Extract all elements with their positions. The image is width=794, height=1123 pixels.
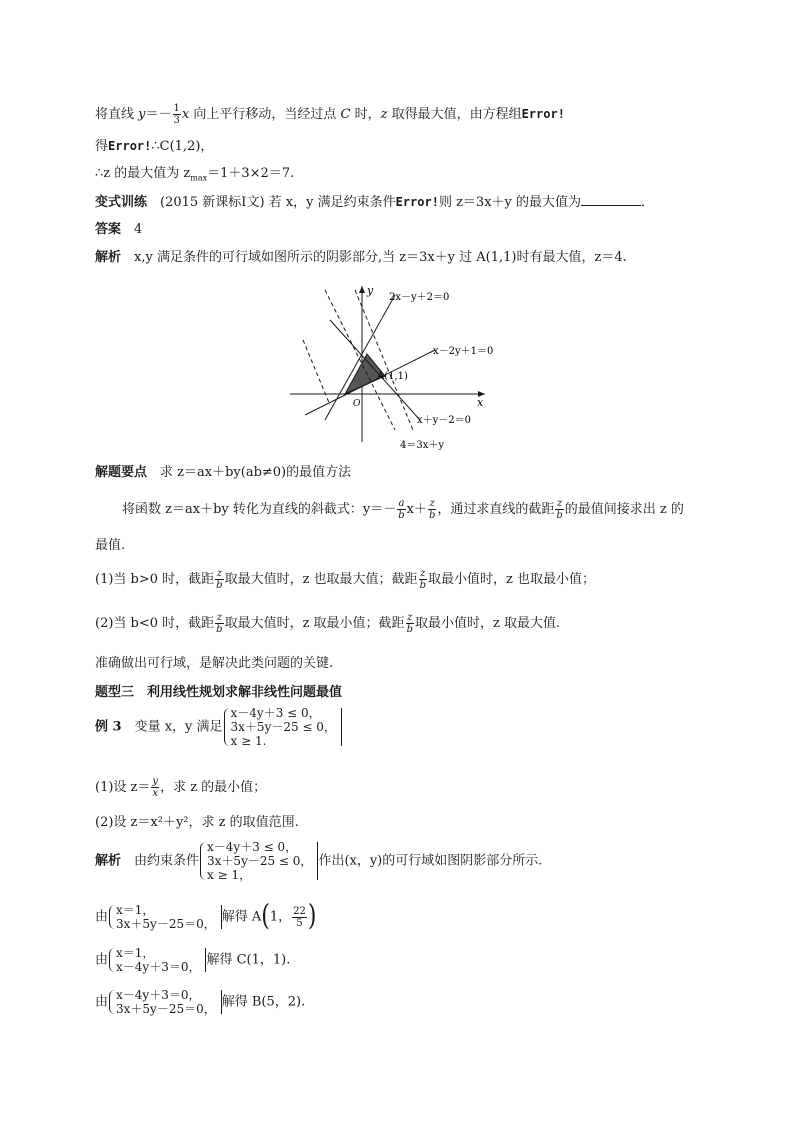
paren-open: ( — [261, 900, 270, 933]
paragraph-line-1 — [95, 103, 565, 126]
line-x+y-2 — [330, 320, 420, 420]
fraction — [151, 776, 159, 799]
text: 由约束条件 — [121, 853, 200, 869]
text: ． — [641, 195, 655, 210]
text: ＝－ — [145, 107, 172, 122]
origin-label: O — [353, 399, 361, 409]
subscript: max — [190, 173, 208, 183]
fraction — [406, 612, 414, 635]
fraction — [215, 568, 223, 591]
text: 得 — [95, 139, 109, 154]
text: 最值. — [95, 538, 126, 553]
system-row: x ≥ 1. — [230, 734, 267, 748]
paragraph-line-14 — [95, 706, 342, 748]
line-label-4: 4＝3x＋y — [400, 440, 445, 450]
text: 向上平行移动，当经过点 — [189, 107, 341, 122]
text: 变量 x，y 满足 — [121, 719, 223, 735]
system-row: x－4y＋3＝0， — [116, 988, 201, 1002]
text: ∴z 的最大值为 z — [95, 166, 191, 181]
system-row: x－4y＋3 ≤ 0， — [207, 840, 298, 854]
system-row: 3x＋5y－25 ≤ 0， — [207, 854, 313, 868]
fraction — [173, 103, 181, 126]
text: 由 — [95, 952, 109, 968]
system-row: x ≥ 1， — [207, 868, 252, 882]
text: 将函数 z＝ax＋by 转化为直线的斜截式：y＝－ — [122, 502, 397, 517]
fraction — [292, 906, 307, 929]
system-row: 3x＋5y－25＝0， — [116, 917, 216, 931]
numerator: z — [216, 612, 223, 623]
denominator: 5 — [296, 917, 303, 929]
x-label: x — [477, 396, 484, 409]
dashed-line-3 — [303, 340, 330, 405]
numerator: z — [429, 498, 435, 509]
answer-value: 4 — [121, 222, 143, 237]
numerator: z — [407, 612, 413, 623]
fraction — [428, 498, 436, 521]
numerator: 22 — [293, 905, 306, 917]
text: 解得 C(1，1). — [206, 952, 291, 968]
var-c: C — [340, 107, 351, 122]
text: ，求 z 的最小值； — [160, 780, 267, 795]
text: 由 — [95, 909, 109, 925]
paragraph-line-11 — [95, 612, 560, 635]
error-text: Error! — [108, 139, 152, 153]
paragraph-line-13 — [95, 684, 342, 702]
example-label: 例 3 — [95, 719, 122, 735]
numerator: z — [420, 568, 426, 579]
system-row: 3x＋5y－25＝0， — [116, 1002, 216, 1016]
system-row: x－4y＋3＝0， — [116, 960, 201, 974]
text: x＋ — [406, 502, 427, 517]
equation-system — [223, 706, 342, 748]
fraction — [397, 498, 405, 521]
paragraph-line-6 — [95, 249, 627, 267]
fraction — [419, 568, 427, 591]
section-label: 变式训练 — [95, 195, 148, 210]
answer-blank — [581, 193, 641, 206]
paragraph-line-12 — [95, 655, 333, 673]
paragraph-line-15 — [95, 776, 266, 799]
denominator: b — [216, 624, 223, 635]
system-row: 3x＋5y－25 ≤ 0， — [230, 720, 336, 734]
paragraph-line-8 — [122, 498, 684, 521]
key-point-label: 解题要点 — [95, 465, 148, 480]
text: 作出(x，y)的可行域如图阴影部分所示. — [318, 853, 543, 869]
text: 1， — [269, 909, 292, 925]
y-axis-arrow — [359, 286, 365, 293]
text: (2015 新课标Ⅰ文) 若 x，y 满足约束条件 — [147, 195, 396, 210]
error-text: Error! — [395, 195, 439, 209]
paren-close: ) — [307, 900, 317, 933]
denominator: b — [216, 580, 223, 591]
text: ∴C(1,2)， — [151, 139, 214, 154]
var-x: x — [181, 107, 190, 122]
denominator: b — [556, 510, 563, 521]
line-label-2: x－2y＋1＝0 — [433, 346, 494, 357]
analysis-label: 解析 — [95, 250, 122, 265]
paragraph-line-10 — [95, 568, 595, 591]
paragraph-line-3 — [95, 165, 294, 188]
equation-system — [108, 988, 222, 1016]
paragraph-line-5 — [95, 221, 142, 239]
text: 将直线 — [95, 107, 139, 122]
paragraph-line-2 — [95, 137, 213, 156]
var-y: y — [138, 107, 146, 122]
system-row: x－4y＋3 ≤ 0， — [230, 706, 321, 720]
line-label-1: 2x－y＋2＝0 — [389, 292, 450, 303]
topic-title: 利用线性规划求解非线性问题最值 — [134, 685, 343, 700]
equation-system — [108, 903, 222, 931]
dashed-line-1 — [325, 290, 395, 430]
error-text: Error! — [521, 107, 565, 121]
text: 求 z＝ax＋by(ab≠0)的最值方法 — [147, 465, 352, 480]
topic-label: 题型三 — [95, 685, 135, 700]
text: (2)设 z＝x²＋y²，求 z 的取值范围. — [95, 815, 299, 830]
y-label: y — [367, 284, 374, 297]
text: 时， — [350, 107, 381, 122]
denominator: x — [152, 788, 159, 799]
text: 取得最大值，由方程组 — [387, 107, 522, 122]
fraction — [555, 498, 563, 521]
point-a-label: A(1,1) — [377, 371, 408, 382]
text: 取最大值时，z 取最小值；截距 — [224, 616, 405, 631]
text: 取最小值时，z 取最大值. — [414, 616, 561, 631]
system-row: x＝1， — [116, 946, 155, 960]
denominator: b — [398, 510, 405, 521]
numerator: z — [556, 498, 563, 509]
line-label-3: x＋y－2＝0 — [417, 415, 472, 426]
text: (1)当 b>0 时，截距 — [95, 572, 215, 587]
denominator: b — [428, 510, 436, 521]
answer-label: 答案 — [95, 222, 122, 237]
system-row: x＝1， — [116, 903, 155, 917]
text: (2)当 b<0 时，截距 — [95, 616, 215, 631]
feasible-region-graph — [285, 280, 515, 450]
equation-system — [108, 946, 206, 974]
paragraph-line-7 — [95, 464, 351, 482]
text: 取最大值时，z 也取最大值；截距 — [224, 572, 418, 587]
text: (1)设 z＝ — [95, 780, 151, 795]
text: 由 — [95, 994, 109, 1010]
numerator: z — [216, 568, 223, 579]
text: 准确做出可行域，是解决此类问题的关键. — [95, 656, 334, 671]
paragraph-line-16 — [95, 814, 299, 832]
equation-system — [199, 840, 318, 882]
text: 解得 A — [221, 909, 262, 925]
text: 则 z＝3x＋y 的最大值为 — [438, 195, 582, 210]
analysis-label: 解析 — [95, 853, 122, 869]
paragraph-line-19 — [95, 946, 290, 974]
denominator: 3 — [173, 115, 180, 126]
paragraph-line-4 — [95, 193, 654, 212]
text: 取最小值时，z 也取最小值； — [427, 572, 595, 587]
text: ，通过求直线的截距 — [437, 502, 555, 517]
paragraph-line-9 — [95, 537, 125, 555]
denominator: b — [406, 624, 413, 635]
text: ＝1＋3×2＝7. — [207, 166, 295, 181]
var-z: z — [380, 107, 388, 122]
numerator: y — [152, 776, 159, 787]
paragraph-line-18 — [95, 900, 317, 933]
denominator: b — [419, 580, 426, 591]
text: x,y 满足条件的可行域如图所示的阴影部分,当 z＝3x＋y 过 A(1,1)时有最大值，z＝4. — [121, 250, 627, 265]
numerator: a — [398, 498, 405, 509]
numerator: 1 — [173, 103, 180, 114]
text: 解得 B(5，2). — [221, 994, 306, 1010]
paragraph-line-20 — [95, 988, 305, 1016]
paragraph-line-17 — [95, 840, 542, 882]
fraction — [215, 612, 223, 635]
text: 的最值间接求出 z 的 — [564, 502, 684, 517]
